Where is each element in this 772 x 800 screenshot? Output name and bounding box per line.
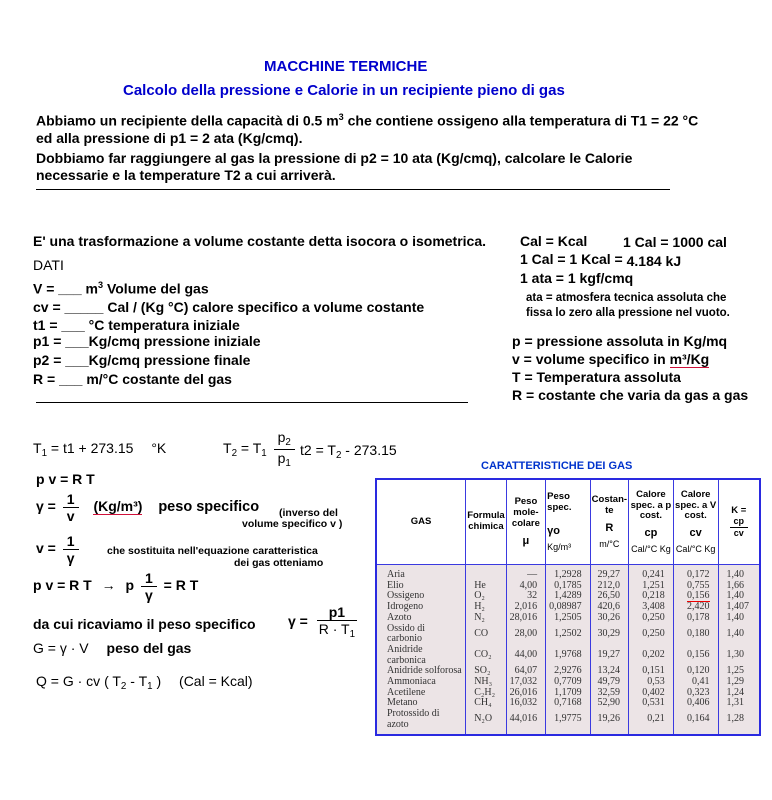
- page-title: MACCHINE TERMICHE: [264, 58, 428, 75]
- formula-t1-unit: °K: [151, 440, 167, 456]
- k-value-text: 1,29: [726, 676, 745, 688]
- formula-ricav-den-sub: 1: [349, 629, 356, 640]
- gas-name-text: Anidride solforosa: [387, 665, 462, 677]
- gas-constant: [590, 698, 628, 709]
- molecular-weight-text: 44,00: [514, 649, 538, 661]
- specific-weight: [546, 645, 591, 666]
- gas-name: [376, 624, 466, 645]
- formula-gamma-lhs: γ =: [36, 498, 56, 515]
- unit-cal-1000: 1 Cal = 1000 cal: [623, 234, 727, 250]
- molecular-weight-text: 2,016: [514, 601, 538, 613]
- specific-weight: [546, 698, 591, 709]
- header-molecular-weight: [506, 479, 546, 565]
- gas-formula: [466, 709, 506, 734]
- header-cv-symbol: cv: [689, 527, 702, 540]
- gas-constant-text: 29,27: [597, 569, 621, 580]
- formula-subst-a: p v = R T: [33, 577, 92, 594]
- unit-cal-kcal: Cal = Kcal: [520, 233, 588, 249]
- gas-name-text: Ossido di carbonio: [387, 622, 426, 645]
- problem-line-1: [36, 112, 698, 129]
- cp-value-text: 0,21: [647, 713, 665, 725]
- formula-t2-lhs-sub: 2: [231, 448, 238, 459]
- gas-table-title: CARATTERISTICHE DEI GAS: [481, 460, 633, 472]
- formula-t2-eq-sub: 1: [261, 448, 267, 459]
- cv-value: [673, 709, 718, 734]
- k-value: [718, 698, 760, 709]
- gas-formula: [466, 624, 506, 645]
- formula-q: [36, 673, 253, 692]
- gas-formula-text: CH₄: [474, 697, 492, 709]
- problem-line-3: Dobbiamo far raggiungere al gas la pressione di p2 = 10 ata (Kg/cmq), calcolare le Calorie: [36, 150, 633, 166]
- cp-value: [629, 624, 674, 645]
- cp-value-text: 0,402: [642, 686, 665, 698]
- header-specific-weight: [546, 479, 591, 565]
- gas-constant-text: 19,27: [597, 649, 621, 661]
- header-gas-label: GAS: [410, 515, 432, 527]
- formula-g-label: peso del gas: [106, 640, 192, 656]
- header-k: [718, 479, 760, 565]
- molecular-weight: [506, 581, 546, 592]
- specific-weight-text: 0,7709: [554, 676, 582, 688]
- dati-item-r: R = ___ m/°C costante del gas: [33, 371, 232, 387]
- formula-gamma-def: [36, 492, 259, 523]
- problem-line-1b: che contiene ossigeno alla temperatura di T1 = 22 °C: [343, 112, 699, 129]
- formula-subst-b: = R T: [163, 577, 199, 594]
- header-gas-constant: [590, 479, 628, 565]
- specific-weight-text: 1,9768: [554, 649, 582, 661]
- dati-item-volume: [33, 280, 209, 297]
- formula-t2c-sub: 2: [335, 450, 342, 461]
- molecular-weight: [506, 645, 546, 666]
- header-cv-label: Calore spec. a V cost.: [675, 488, 717, 522]
- cp-value-text: 0,218: [642, 590, 665, 602]
- cp-value-text: 0,53: [647, 676, 665, 688]
- formula-v-den: γ: [66, 550, 75, 566]
- header-gas: [376, 479, 466, 565]
- gamma-note-2: [242, 518, 342, 530]
- k-value-text: 1,40: [726, 627, 745, 639]
- molecular-weight: [506, 613, 546, 624]
- gas-table: [375, 478, 761, 736]
- gas-name-text: Metano: [387, 697, 418, 709]
- k-value-text: 1,25: [726, 665, 745, 677]
- cv-value: [673, 698, 718, 709]
- cv-value-text: 2,420: [687, 601, 710, 613]
- gamma-note-2b: specifico v ): [278, 518, 343, 530]
- dati-item-volume-rest: Volume del gas: [103, 280, 209, 297]
- k-value-text: 1,40: [726, 590, 745, 602]
- cp-value-text: 0,531: [642, 697, 665, 709]
- molecular-weight-text: 17,032: [509, 676, 538, 688]
- gas-formula-text: N₂O: [474, 713, 493, 725]
- gas-formula-text: He: [474, 579, 486, 591]
- k-value-text: 1,66: [726, 579, 745, 591]
- problem-line-1-sup: 3: [338, 112, 344, 122]
- cp-value-text: 0,151: [642, 665, 665, 677]
- gas-constant: [590, 565, 628, 581]
- k-value-text: 1,30: [726, 649, 745, 661]
- formula-t1-rhs: = t1 + 273.15: [47, 440, 134, 456]
- formula-q-b-sub: 1: [147, 681, 153, 692]
- header-k-num: cp: [730, 517, 749, 528]
- gas-formula: [466, 591, 506, 602]
- molecular-weight-text: 64,07: [514, 665, 538, 677]
- formula-q-a-sub: 2: [120, 681, 127, 692]
- formula-ricav-fraction: [315, 605, 359, 640]
- gas-table-row: [376, 565, 760, 581]
- formula-v-def: [36, 534, 82, 565]
- gas-formula-text: CO₂: [474, 649, 492, 661]
- formula-substitution: [33, 571, 198, 602]
- molecular-weight: [506, 624, 546, 645]
- formula-q-unit: (Cal = Kcal): [179, 673, 253, 689]
- gas-formula-text: NH₃: [474, 676, 493, 688]
- gas-formula: [466, 698, 506, 709]
- header-k-label: K =: [731, 505, 747, 517]
- page-subtitle: Calcolo della pressione e Calorie in un recipiente pieno di gas: [123, 82, 565, 99]
- molecular-weight-text: 16,032: [509, 697, 538, 709]
- molecular-weight: [506, 709, 546, 734]
- specific-weight: [546, 565, 591, 581]
- dati-item-cv: cv = _____ Cal / (Kg °C) calore specifico a volume costante: [33, 299, 425, 315]
- dati-item-t1: t1 = ___ °C temperatura iniziale: [33, 317, 240, 333]
- specific-weight-text: 1,2928: [554, 569, 582, 580]
- specific-weight-text: 1,2502: [554, 627, 582, 639]
- cv-value-text: 0,755: [687, 579, 710, 591]
- gas-name: [376, 645, 466, 666]
- specific-weight: [546, 624, 591, 645]
- legend-p: p = pressione assoluta in Kg/mq: [512, 333, 728, 349]
- k-value-text: 1,40: [726, 569, 745, 580]
- formula-gamma-fraction: [63, 492, 79, 523]
- cp-value: [629, 698, 674, 709]
- formula-gamma-result: [288, 605, 362, 640]
- gas-constant-text: 32,59: [597, 686, 621, 698]
- header-r-label: Costan- te: [591, 494, 628, 516]
- header-r-unit: m/°C: [599, 538, 620, 549]
- gas-constant-text: 52,90: [597, 697, 621, 709]
- k-value-text: 1,40: [726, 611, 745, 623]
- dati-item-p1: p1 = ___Kg/cmq pressione iniziale: [33, 333, 261, 349]
- intro-text: E' una trasformazione a volume costante detta isocora o isometrica.: [33, 233, 487, 249]
- cp-value-text: 3,408: [642, 601, 665, 613]
- gas-constant-text: 49,79: [597, 676, 621, 688]
- gas-table-row: [376, 613, 760, 624]
- cv-value-text: 0,164: [687, 713, 710, 725]
- formula-t1: [33, 440, 166, 459]
- divider-dati: [36, 402, 468, 403]
- formula-t2-celsius: [300, 442, 397, 461]
- gas-table-row: [376, 624, 760, 645]
- gas-formula: [466, 581, 506, 592]
- k-value: [718, 709, 760, 734]
- dati-item-volume-sup: 3: [98, 280, 104, 290]
- formula-v-num: 1: [63, 534, 79, 550]
- gas-formula: [466, 565, 506, 581]
- gas-table-row: [376, 645, 760, 666]
- molecular-weight-text: 28,00: [514, 627, 538, 639]
- header-cp-unit: Cal/°C Kg: [631, 544, 671, 555]
- specific-weight-text: 0,08987: [549, 601, 582, 613]
- header-cv-unit: Cal/°C Kg: [675, 544, 716, 555]
- header-r-symbol: R: [605, 521, 614, 534]
- gas-formula-text: N₂: [474, 611, 485, 623]
- gas-formula-text: C₂H₂: [474, 686, 496, 698]
- gas-constant: [590, 709, 628, 734]
- formula-pv: p v = R T: [36, 471, 95, 487]
- formula-t2-eq: = T: [237, 440, 262, 456]
- cv-value-text: 0,156: [687, 649, 710, 661]
- cp-value: [629, 565, 674, 581]
- cv-value: [673, 645, 718, 666]
- cp-value: [629, 709, 674, 734]
- v-note-2: dei gas otteniamo: [234, 557, 324, 569]
- header-cv: [673, 479, 718, 565]
- header-mw-symbol: μ: [522, 534, 530, 547]
- legend-v-unit: m³/Kg: [669, 351, 710, 367]
- specific-weight-text: 1,9775: [554, 713, 582, 725]
- gas-table-row: [376, 709, 760, 734]
- cv-value-text: 0,172: [687, 569, 710, 580]
- gas-name-text: Aria: [387, 569, 405, 580]
- dati-item-volume-label: V = ___ m: [33, 280, 98, 297]
- gas-name: [376, 709, 466, 734]
- gas-constant-text: 30,26: [597, 611, 621, 623]
- gas-formula-text: CO: [474, 627, 489, 639]
- cv-value-text: 0,323: [687, 686, 710, 698]
- formula-gamma-label: peso specifico: [158, 499, 260, 516]
- k-value-text: 1,407: [726, 601, 750, 613]
- k-value: [718, 645, 760, 666]
- cp-value: [629, 613, 674, 624]
- gas-formula-text: O₂: [474, 590, 485, 602]
- dati-item-p2: p2 = ___Kg/cmq pressione finale: [33, 352, 251, 368]
- formula-subst-den: γ: [144, 587, 153, 603]
- formula-subst-fraction: [141, 571, 157, 602]
- formula-t2-den: p: [277, 449, 286, 466]
- cv-value-text: 0,406: [687, 697, 710, 709]
- cv-value: [673, 565, 718, 581]
- k-value-text: 1,31: [726, 697, 745, 709]
- k-value: [718, 565, 760, 581]
- formula-t2c-lhs: t2 = T: [300, 442, 336, 458]
- header-formula: [466, 479, 506, 565]
- gamma-note-1: (inverso del: [279, 507, 338, 519]
- molecular-weight-text: 4,00: [519, 579, 538, 591]
- cv-value-text: 0,180: [687, 627, 710, 639]
- cp-value: [629, 645, 674, 666]
- specific-weight-text: 2,9276: [554, 665, 582, 677]
- formula-g-eq: G = γ · V: [33, 640, 89, 656]
- molecular-weight-text: —: [527, 569, 538, 580]
- header-cp-symbol: cp: [644, 527, 658, 540]
- formula-v-fraction: [63, 534, 79, 565]
- gas-name-text: Anidride carbonica: [387, 643, 426, 666]
- molecular-weight: [506, 698, 546, 709]
- gas-constant: [590, 624, 628, 645]
- ata-note-2: fissa lo zero alla pressione nel vuoto.: [526, 307, 730, 319]
- cp-value-text: 0,250: [642, 627, 665, 639]
- specific-weight-text: 1,2505: [554, 611, 582, 623]
- molecular-weight-text: 44,016: [509, 713, 538, 725]
- formula-t2: [223, 430, 298, 469]
- k-value: [718, 613, 760, 624]
- k-value-text: 1,28: [726, 713, 745, 725]
- specific-weight-text: 1,1709: [554, 686, 582, 698]
- gas-name-text: Ammoniaca: [387, 676, 436, 688]
- gas-name-text: Acetilene: [387, 686, 426, 698]
- unit-cal-kj-label: 1 Cal = 1 Kcal =: [520, 251, 623, 267]
- gas-constant-text: 420,6: [597, 601, 621, 613]
- gas-name: [376, 565, 466, 581]
- formula-q-c: ): [152, 673, 162, 689]
- gas-formula-text: SO₂: [474, 665, 491, 677]
- specific-weight-text: 0,1785: [554, 579, 582, 591]
- gas-table-header-row: [376, 479, 760, 565]
- formula-t2-num-sub: 2: [285, 437, 291, 448]
- formula-t2-den-sub: 1: [285, 457, 291, 469]
- unit-cal-kj-value: 4.184 kJ: [626, 253, 682, 269]
- gas-constant: [590, 613, 628, 624]
- formula-ricav-num: p1: [317, 605, 357, 621]
- formula-q-b: - T: [126, 673, 148, 689]
- cp-value-text: 0,202: [642, 649, 665, 661]
- gas-name-text: Ossigeno: [387, 590, 425, 602]
- gas-formula-text: H₂: [474, 601, 485, 613]
- molecular-weight-text: 32: [527, 590, 538, 602]
- gas-name-text: Idrogeno: [387, 601, 424, 613]
- molecular-weight-text: 26,016: [509, 686, 538, 698]
- header-sw-unit: Kg/m³: [547, 542, 572, 553]
- dati-heading: DATI: [33, 257, 64, 273]
- formula-gamma-den: v: [66, 508, 75, 524]
- cv-value-text: 0,156: [687, 590, 710, 602]
- specific-weight: [546, 613, 591, 624]
- header-cp-label: Calore spec. a p cost.: [630, 488, 672, 522]
- formula-subst-p: p: [125, 577, 135, 594]
- formula-t1-sub: 1: [41, 448, 48, 459]
- legend-v: [512, 351, 709, 367]
- header-k-den: cv: [733, 527, 744, 538]
- cv-value: [673, 613, 718, 624]
- gas-name-text: Protossido di azoto: [387, 708, 440, 730]
- legend-r: R = costante che varia da gas a gas: [512, 387, 749, 403]
- gas-formula: [466, 613, 506, 624]
- gas-constant-text: 30,29: [597, 627, 621, 639]
- unit-cal-kj: [520, 251, 681, 267]
- divider-top: [36, 189, 670, 190]
- cv-value-text: 0,41: [692, 676, 710, 688]
- cp-value-text: 0,250: [642, 611, 665, 623]
- cp-value-text: 1,251: [642, 579, 665, 591]
- gas-constant: [590, 645, 628, 666]
- formula-q-a: Q = G · cv ( T: [36, 673, 121, 689]
- gas-formula: [466, 645, 506, 666]
- header-k-fraction: [730, 517, 749, 538]
- cv-value-text: 0,178: [687, 611, 710, 623]
- v-note-1: che sostituita nell'equazione caratteristica: [107, 545, 318, 557]
- legend-v-label: v = volume specifico in: [512, 351, 670, 367]
- formula-g: [33, 640, 191, 656]
- specific-weight: [546, 709, 591, 734]
- k-value: [718, 624, 760, 645]
- ata-note-1: ata = atmosfera tecnica assoluta che: [526, 292, 727, 304]
- problem-line-4: necessarie e la temperature T2 a cui arriverà.: [36, 167, 336, 183]
- gas-constant-text: 26,50: [597, 590, 621, 602]
- k-value-text: 1,24: [726, 686, 745, 698]
- formula-t2-fraction: [274, 430, 295, 469]
- arrow-right-icon: →: [101, 577, 116, 594]
- specific-weight-text: 0,7168: [554, 697, 582, 709]
- header-formula-label: Formula chimica: [467, 510, 505, 532]
- formula-t2-num: p: [277, 429, 286, 445]
- gas-constant-text: 212,0: [597, 579, 621, 591]
- problem-line-2: ed alla pressione di p1 = 2 ata (Kg/cmq).: [36, 130, 303, 146]
- formula-ricav-lhs: γ =: [288, 613, 308, 630]
- header-sw-label: Peso spec.: [547, 490, 572, 513]
- gamma-note-2a: volume: [242, 518, 279, 530]
- header-sw-symbol: γo: [547, 525, 561, 538]
- formula-subst-num: 1: [141, 571, 157, 587]
- gas-name-text: Azoto: [387, 611, 412, 623]
- cp-value-text: 0,241: [642, 569, 665, 580]
- formula-gamma-num: 1: [63, 492, 79, 508]
- formula-gamma-unit: (Kg/m³): [93, 498, 143, 515]
- gas-name-text: Elio: [387, 579, 404, 591]
- specific-weight-text: 1,4289: [554, 590, 582, 602]
- formula-v-lhs: v =: [36, 540, 56, 557]
- cv-value: [673, 624, 718, 645]
- gas-formula: [466, 602, 506, 613]
- header-cp: [629, 479, 674, 565]
- gas-constant-text: 13,24: [597, 665, 621, 677]
- legend-t: T = Temperatura assoluta: [512, 369, 681, 385]
- molecular-weight: [506, 565, 546, 581]
- formula-ricav-den: R · T: [318, 621, 350, 637]
- formula-t1-lhs: T: [33, 440, 42, 456]
- formula-t2-lhs: T: [223, 440, 232, 456]
- header-mw-label: Peso mole- colare: [511, 495, 540, 529]
- gas-constant-text: 19,26: [597, 713, 621, 725]
- molecular-weight-text: 28,016: [509, 611, 538, 623]
- ricav-text: da cui ricaviamo il peso specifico: [33, 616, 256, 632]
- unit-ata: 1 ata = 1 kgf/cmq: [520, 270, 634, 286]
- problem-line-1a: Abbiamo un recipiente della capacità di 0.5 m: [36, 112, 339, 129]
- cv-value-text: 0,120: [687, 665, 710, 677]
- formula-t2c-rhs: - 273.15: [341, 442, 397, 458]
